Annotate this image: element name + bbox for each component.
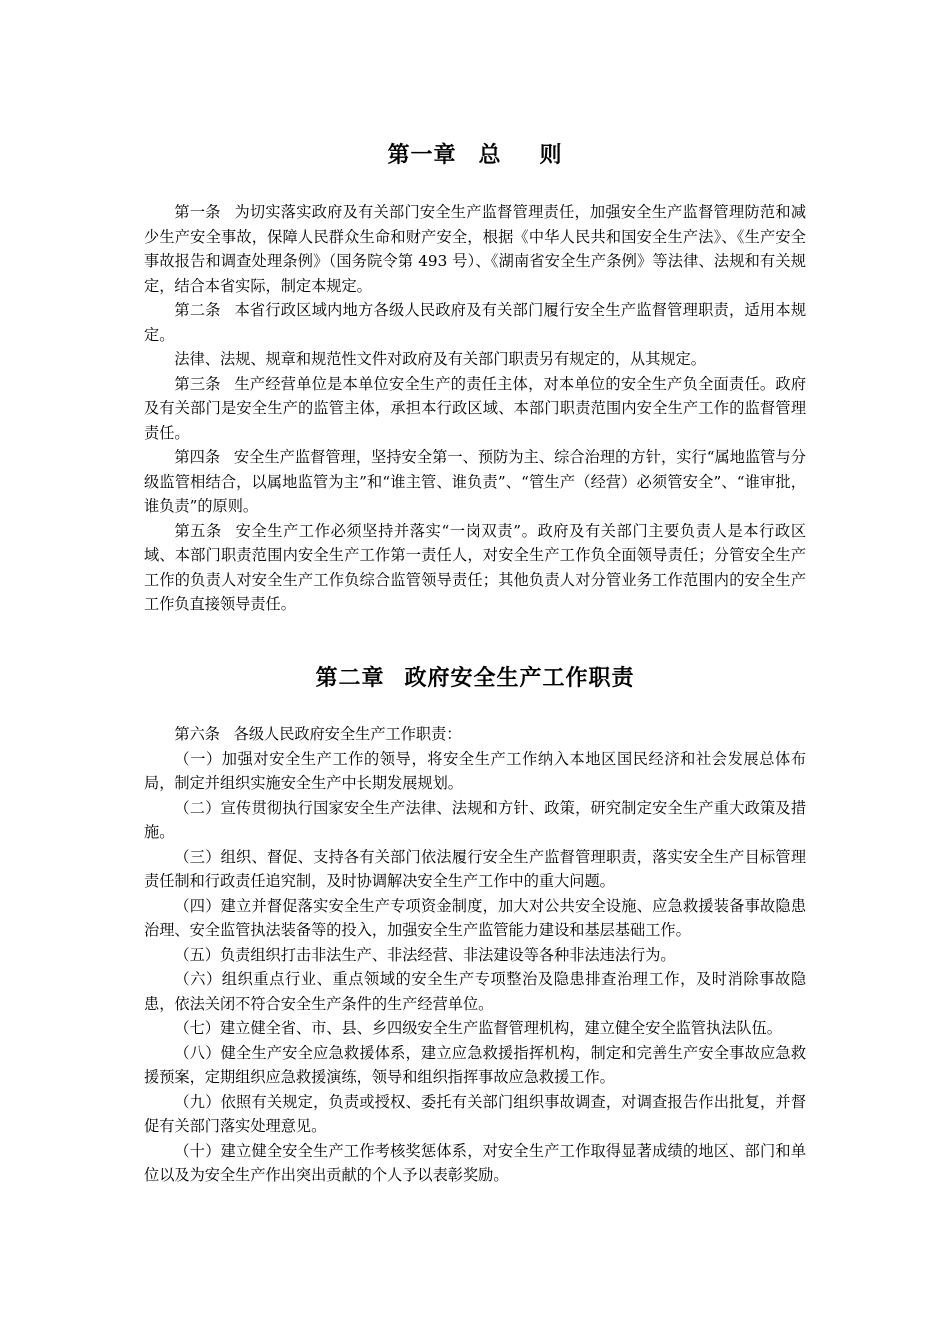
article-text: 安全生产监督管理，坚持安全第一、预防为主、综合治理的方针，实行“属地监管与分级监管相结合，以属地监管为主”和“谁主管、谁负责”、“管生产（经营）必须管安全”、“谁审批，谁负责”的原则。 xyxy=(144,448,807,515)
list-item xyxy=(144,1090,806,1139)
list-item-text: （五）负责组织打击非法生产、非法经营、非法建设等各种非法违法行为。 xyxy=(174,945,676,964)
article-label: 第二条 xyxy=(174,301,221,319)
article-text: 各级人民政府安全生产工作职责： xyxy=(233,725,462,743)
chapter-2-title xyxy=(0,661,950,692)
article-label: 第四条 xyxy=(174,448,221,466)
list-item-text: （二）宣传贯彻执行国家安全生产法律、法规和方针、政策，研究制定安全生产重大政策及措施。 xyxy=(144,798,806,841)
article-paragraph xyxy=(144,298,806,347)
chapter-2-body xyxy=(144,722,806,1188)
article-paragraph xyxy=(144,372,806,446)
chapter-title-text: 政府安全生产工作职责 xyxy=(404,666,635,691)
article-text: 安全生产工作必须坚持并落实“一岗双责”。政府及有关部门主要负责人是本行政区域、本部门职责范围内安全生产工作第一责任人，对安全生产工作负全面领导责任；分管安全生产工作的负责人对安全生产工作负综合监管领导责任；其他负责人对分管业务工作范围内的安全生产工作负直接领导责任。 xyxy=(144,521,807,613)
article-paragraph xyxy=(144,347,806,372)
list-item-text: （三）组织、督促、支持各有关部门依法履行安全生产监督管理职责，落实安全生产目标管理责任制和行政责任追究制，及时协调解决安全生产工作中的重大问题。 xyxy=(144,847,806,890)
list-item-text: （一）加强对安全生产工作的领导，将安全生产工作纳入本地区国民经济和社会发展总体布局，制定并组织实施安全生产中长期发展规划。 xyxy=(144,749,806,792)
list-item xyxy=(144,1139,806,1188)
article-label: 第五条 xyxy=(174,521,222,540)
list-item-text: （六）组织重点行业、重点领域的安全生产专项整治及隐患排查治理工作，及时消除事故隐患，依法关闭不符合安全生产条件的生产经营单位。 xyxy=(144,970,806,1013)
article-text: 生产经营单位是本单位安全生产的责任主体，对本单位的安全生产负全面责任。政府及有关部门是安全生产的监管主体，承担本行政区域、本部门职责范围内安全生产工作的监督管理责任。 xyxy=(144,374,807,442)
list-item-text: （七）建立健全省、市、县、乡四级安全生产监督管理机构，建立健全安全监管执法队伍。 xyxy=(174,1019,782,1037)
article-label: 第三条 xyxy=(174,374,221,393)
chapter-number: 第二章 xyxy=(315,666,385,691)
list-item xyxy=(144,894,806,943)
article-text: 为切实落实政府及有关部门安全生产监督管理责任，加强安全生产监督管理防范和减少生产安全事故，保障人民群众生命和财产安全，根据《中华人民共和国安全生产法》、《生产安全事故报告和调查处理条例》（国务院令第 493 号）、《湖南省安全生产条例》等法律、法规和有关规定，结合本省实际，制定本规定。 xyxy=(144,203,807,295)
list-item xyxy=(144,796,806,845)
article-text: 本省行政区域内地方各级人民政府及有关部门履行安全生产监督管理职责，适用本规定。 xyxy=(144,301,807,344)
chapter-title-char: 则 xyxy=(539,143,563,168)
list-item-text: （九）依照有关规定，负责或授权、委托有关部门组织事故调查，对调查报告作出批复，并督促有关部门落实处理意见。 xyxy=(144,1092,806,1135)
list-item xyxy=(144,1016,806,1041)
list-item xyxy=(144,845,806,894)
list-item xyxy=(144,943,806,968)
list-item xyxy=(144,1041,806,1090)
article-text: 法律、法规、规章和规范性文件对政府及有关部门职责另有规定的，从其规定。 xyxy=(174,350,706,368)
article-paragraph xyxy=(144,445,806,519)
article-label: 第六条 xyxy=(174,725,220,743)
list-item-text: （四）建立并督促落实安全生产专项资金制度，加大对公共安全设施、应急救援装备事故隐患治理、安全监管执法装备等的投入，加强安全生产监管能力建设和基层基础工作。 xyxy=(144,896,806,939)
list-item xyxy=(144,967,806,1016)
chapter-1-body xyxy=(144,200,806,617)
chapter-number: 第一章 xyxy=(387,143,457,168)
article-paragraph xyxy=(144,722,806,747)
list-item-text: （八）健全生产安全应急救援体系，建立应急救援指挥机构，制定和完善生产安全事故应急救援预案，定期组织应急救援演练，领导和组织指挥事故应急救援工作。 xyxy=(144,1043,806,1086)
chapter-title-char: 总 xyxy=(478,143,502,168)
article-paragraph xyxy=(144,200,806,298)
article-paragraph xyxy=(144,519,806,617)
article-label: 第一条 xyxy=(174,203,221,221)
chapter-1-title xyxy=(0,138,950,169)
list-item-text: （十）建立健全安全生产工作考核奖惩体系，对安全生产工作取得显著成绩的地区、部门和单位以及为安全生产作出突出贡献的个人予以表彰奖励。 xyxy=(144,1141,806,1184)
list-item xyxy=(144,747,806,796)
